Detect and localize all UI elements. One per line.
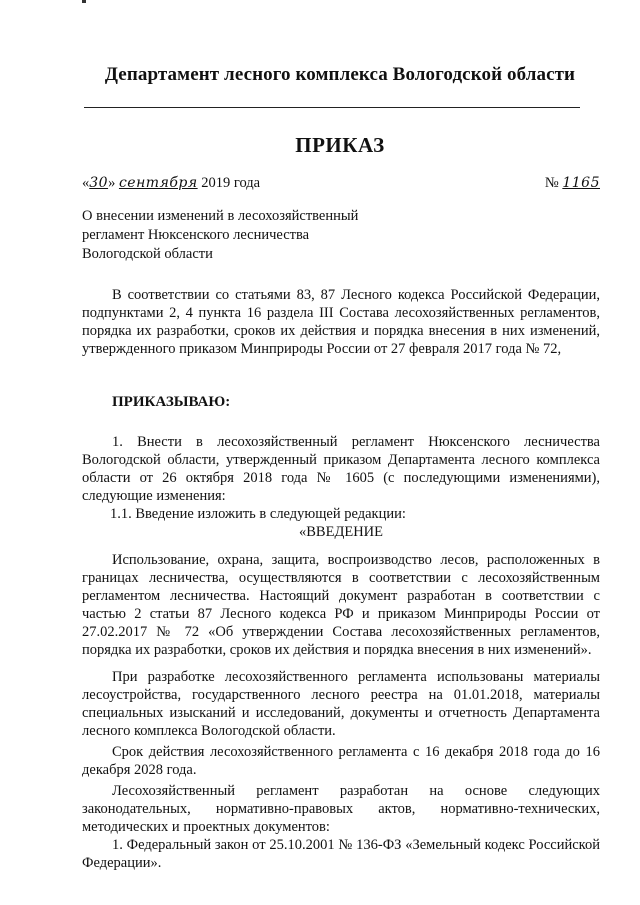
preamble bbox=[82, 286, 600, 358]
header-rule bbox=[84, 107, 580, 108]
order-heading-block bbox=[82, 393, 600, 411]
document-type: ПРИКАЗ bbox=[295, 133, 385, 157]
number-value: 1165 bbox=[562, 175, 600, 191]
date-day: 30 bbox=[89, 175, 109, 191]
intro-paragraph: Использование, охрана, защита, воспроизводство лесов, расположенных в границах лесничества, осуществляются в соответствии с лесохозяйственным регламентом лесничества. Настоящий документ разработан в соответствии с частью 2 статьи 87 Лесного кодекса РФ и приказом Минприроды России от 27.02.2017 № 72 «Об утверждении Состава лесохозяйственных регламентов, порядка их разработки, сроков их действия и порядка внесения в них изменений». bbox=[82, 552, 600, 658]
date-year: 2019 года bbox=[201, 175, 261, 191]
intro-paragraph: При разработке лесохозяйственного регламента использованы материалы лесоустройства, государственного лесного реестра на 01.01.2018, материалы специальных изысканий и исследований, документы и отчетность Департамента лесного комплекса Вологодской области. bbox=[82, 669, 600, 739]
order-word: ПРИКАЗЫВАЮ: bbox=[112, 394, 231, 410]
subject-line: регламент Нюксенского лесничества bbox=[82, 227, 310, 243]
department-title: Департамент лесного комплекса Вологодской области bbox=[104, 64, 576, 85]
order-number bbox=[545, 175, 600, 192]
order-date: «30» сентября 2019 года bbox=[82, 175, 261, 191]
order-subject bbox=[82, 207, 422, 264]
intro-paragraph: 1. Федеральный закон от 25.10.2001 № 136-ФЗ «Земельный кодекс Российской Федерации». bbox=[82, 837, 600, 871]
item-1 bbox=[82, 433, 600, 541]
introduction-section bbox=[82, 551, 600, 872]
intro-heading: «ВВЕДЕНИЕ bbox=[299, 524, 383, 540]
intro-paragraph: Лесохозяйственный регламент разработан на основе следующих законодательных, нормативно-правовых актов, нормативно-технических, методических и проектных документов: bbox=[82, 783, 600, 835]
subject-line: Вологодской области bbox=[82, 246, 213, 262]
preamble-text: В соответствии со статьями 83, 87 Лесного кодекса Российской Федерации, подпунктами 2, 4 пункта 16 раздела III Состава лесохозяйственных регламентов, порядка их разработки, сроков их действия и порядка внесения в них изменений, утвержденного приказом Минприроды России от 27 февраля 2017 года № 72, bbox=[82, 287, 600, 357]
subject-line: О внесении изменений в лесохозяйственный bbox=[82, 208, 359, 224]
date-month: сентября bbox=[118, 175, 198, 191]
number-label: № bbox=[544, 175, 559, 191]
intro-paragraph: Срок действия лесохозяйственного регламента с 16 декабря 2018 года до 16 декабря 2028 года. bbox=[82, 744, 600, 778]
item-1-1-text: 1.1. Введение изложить в следующей редакции: bbox=[110, 506, 406, 522]
scan-artifact bbox=[82, 0, 86, 3]
item-1-text: 1. Внести в лесохозяйственный регламент Нюксенского лесничества Вологодской области, утвержденный приказом Департамента лесного комплекса области от 26 октября 2018 года № 1605 (с последующими изменениями), следующие изменения: bbox=[82, 434, 600, 504]
